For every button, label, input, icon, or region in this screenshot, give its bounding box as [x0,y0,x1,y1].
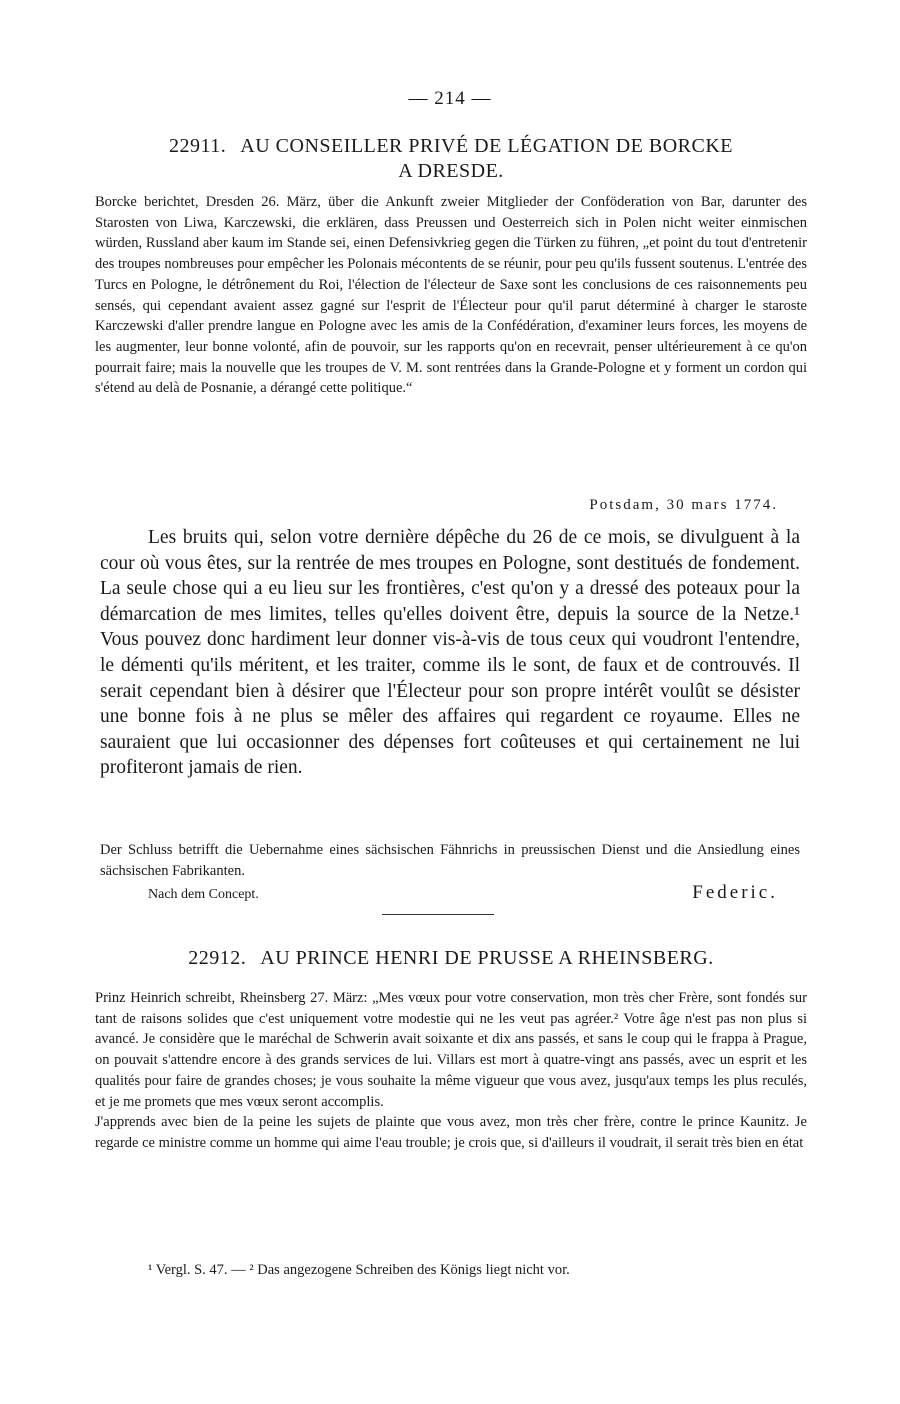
section-1-title-line1: AU CONSEILLER PRIVÉ DE LÉGATION DE BORCKE [240,135,733,157]
section-1-letter [100,525,800,781]
section-1-note-text: Der Schluss betrifft die Uebernahme eines sächsischen Fähnrichs in preussischen Dienst und die Ansiedlung eines sächsischen Fabrikanten. [100,842,800,879]
source-note: Nach dem Concept. [148,887,259,902]
section-2-title: AU PRINCE HENRI DE PRUSSE A RHEINSBERG. [260,947,714,969]
signature-row [148,882,778,904]
section-1-heading [95,134,807,159]
section-divider [382,914,494,915]
section-2-heading [95,946,807,971]
section-1-number: 22911. [169,135,227,157]
section-2-number: 22912. [188,947,247,969]
section-1-summary [95,192,807,399]
footnotes: ¹ Vergl. S. 47. — ² Das angezogene Schreiben des Königs liegt nicht vor. [148,1262,570,1278]
section-1-note [100,840,800,881]
letter-date: Potsdam, 30 mars 1774. [589,497,778,513]
section-1-summary-text: Borcke berichtet, Dresden 26. März, über die Ankunft zweier Mitglieder der Conföderation von Bar, darunter des Starosten von Liwa, Karczewski, die erklären, dass Preussen und Oesterreich sich in Polen nicht weiter einmischen würden, Russland aber kaum im Stande sei, einen Defensivkrieg gegen die Türken zu führen, „et point du tout d'entretenir des troupes nombreuses pour empêcher les Polonais mécontents de se réunir, pour peu qu'ils fussent soutenus. L'entrée des Turcs en Pologne, le détrônement du Roi, l'élection de l'électeur de Saxe sont les conclusions de ces raisonnements peu sensés, qui cependant avaient assez gagné sur l'esprit de l'Électeur pour qu'il parut déterminé à charger le staroste Karczewski d'aller prendre langue en Pologne avec les amis de la Confédération, d'examiner leurs forces, les moyens de les augmenter, leur bonne volonté, afin de pouvoir, sur les rapports qu'on en recevrait, penser ultérieurement à ce qu'on pourrait faire; mais la nouvelle que les troupes de V. M. sont rentrées dans la Grande-Pologne et y forment un cordon qui s'étend au delà de Posnanie, a dérangé cette politique.“ [95,194,807,397]
page-number: — 214 — [408,88,492,109]
section-2-summary-text: Prinz Heinrich schreibt, Rheinsberg 27. März: „Mes vœux pour votre conservation, mon très cher Frère, sont fondés sur tant de raisons solides que c'est uniquement votre modestie qui ne les veut pas agréer.² Votre âge n'est pas non plus si avancé. Je considère que le maréchal de Schwerin avait soixante et dix ans passés, et sans le coup qui le frappa à Prague, on pouvait s'attendre encore à des grands services de lui. Villars est mort à quatre-vingt ans passés, avec un esprit et les qualités pour faire de grandes choses; je vous souhaite la même vigueur que vous avez, jusqu'aux temps les plus reculés, et je me promets que mes vœux seront accomplis. [95,990,807,1110]
section-1-title-line2: A DRESDE. [398,160,504,182]
section-2-summary-text-2: J'apprends avec bien de la peine les sujets de plainte que vous avez, mon très cher frère, contre le prince Kaunitz. Je regarde ce ministre comme un homme qui aime l'eau trouble; je crois que, si d'ailleurs il voudrait, il serait très bien en état [95,1114,807,1151]
section-1-letter-text: Les bruits qui, selon votre dernière dépêche du 26 de ce mois, se divulguent à la cour où vous êtes, sur la rentrée de mes troupes en Pologne, sont destitués de fondement. La seule chose qui a eu lieu sur les frontières, c'est qu'on y a dressé des poteaux pour la démarcation de mes limites, telles qu'elles doivent être, depuis la source de la Netze.¹ Vous pouvez donc hardiment leur donner vis-à-vis de tous ceux qui voudront l'entendre, le démenti qu'ils méritent, et les traiter, comme ils le sont, de faux et de controuvés. Il serait cependant bien à désirer que l'Électeur pour son propre intérêt voulût se désister une bonne fois à ne plus se mêler des affaires qui regardent ce royaume. Elles ne sauraient que lui occasionner des dépenses fort coûteuses et qui certainement ne lui profiteront jamais de rien. [100,527,800,779]
section-2-summary [95,988,807,1154]
signature: Federic. [692,882,778,903]
